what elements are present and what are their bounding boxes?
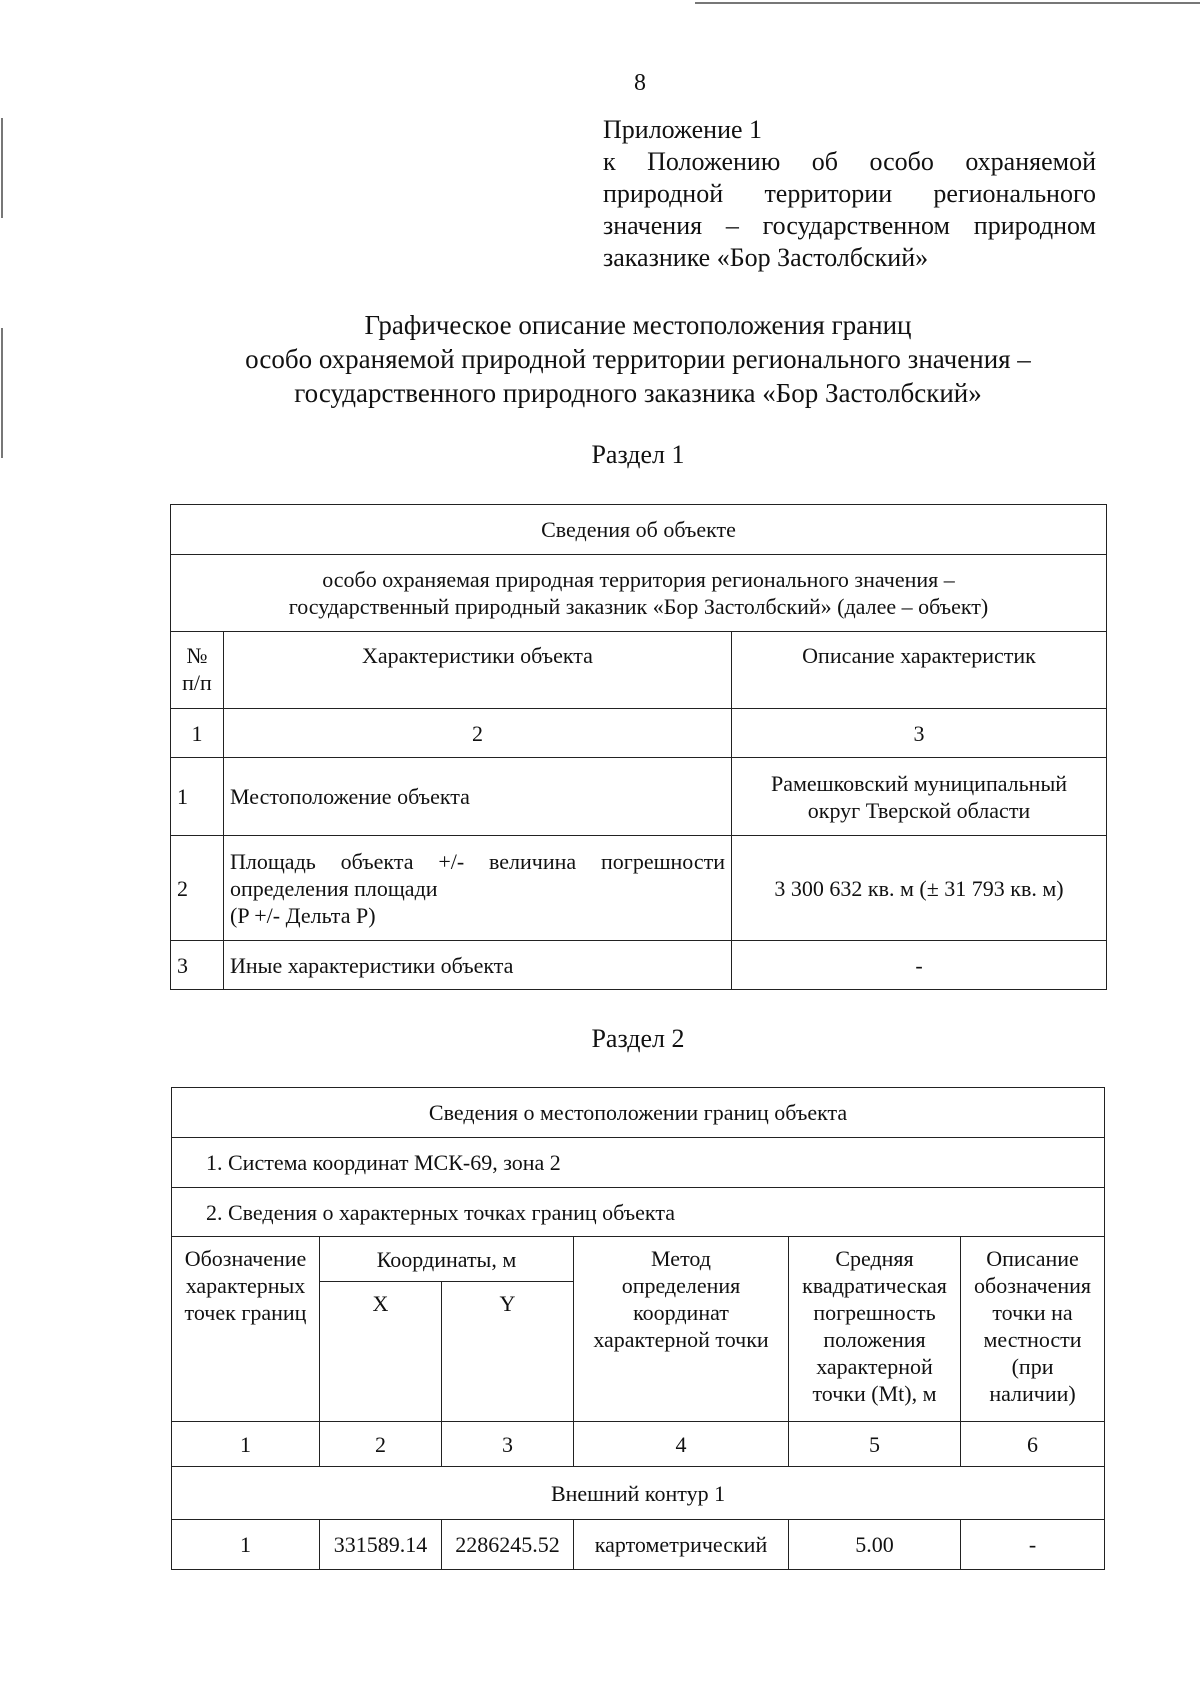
- description-line: Рамешковский муниципальный: [770, 770, 1068, 796]
- boundary-points-table: [171, 1087, 1105, 1570]
- column-header-line: Метод: [651, 1246, 711, 1271]
- column-header-line: обозначения: [974, 1273, 1092, 1298]
- column-header-line: погрешность: [813, 1300, 936, 1325]
- point-designation: 1: [172, 1520, 320, 1570]
- characteristic-cell: [224, 836, 732, 941]
- column-header-line: Обозначение: [184, 1246, 307, 1271]
- column-number: 1: [172, 1422, 320, 1467]
- description-cell: -: [732, 941, 1107, 990]
- document-title: [150, 308, 1126, 410]
- table-row: [171, 941, 1107, 990]
- column-header-line: точки (Mt), м: [812, 1381, 937, 1406]
- column-header-description: Описание характеристик: [732, 632, 1107, 709]
- appendix-line: значения – государственном природном: [603, 211, 1096, 240]
- column-header-line: точки на: [992, 1300, 1073, 1325]
- column-header-line: №: [186, 643, 208, 668]
- object-name-line: особо охраняемая природная территория регионального значения –: [322, 567, 955, 592]
- table-header: Сведения о местоположении границ объекта: [172, 1088, 1105, 1138]
- column-header-y: Y: [442, 1282, 574, 1422]
- section-1-title: Раздел 1: [591, 440, 685, 469]
- column-number: 1: [171, 709, 224, 758]
- characteristic-cell: Местоположение объекта: [224, 758, 732, 836]
- column-header-line: квадратическая: [802, 1273, 947, 1298]
- column-header-line: характерных: [185, 1273, 306, 1298]
- column-header-line: положения: [823, 1327, 926, 1352]
- column-header-line: п/п: [182, 670, 212, 695]
- characteristic-line: определения площади: [230, 875, 438, 901]
- scan-edge-left-1: [1, 118, 3, 218]
- object-info-table: [170, 504, 1107, 990]
- column-number: 4: [574, 1422, 789, 1467]
- section-2-title: Раздел 2: [591, 1024, 685, 1053]
- column-header-line: Средняя: [835, 1246, 914, 1271]
- point-method: картометрический: [574, 1520, 789, 1570]
- column-number: 6: [961, 1422, 1105, 1467]
- column-header-line: координат: [633, 1300, 729, 1325]
- characteristic-line: Площадь объекта +/- величина погрешности: [230, 848, 725, 874]
- description-line: округ Тверской области: [807, 797, 1031, 823]
- column-number: 3: [732, 709, 1107, 758]
- column-number: 2: [224, 709, 732, 758]
- appendix-reference: [603, 114, 1096, 274]
- object-name-cell: [171, 555, 1107, 632]
- points-info: 2. Сведения о характерных точках границ объекта: [172, 1188, 1105, 1237]
- column-header-coordinates: Координаты, м: [320, 1237, 574, 1282]
- point-error: 5.00: [789, 1520, 961, 1570]
- table-header: Сведения об объекте: [171, 505, 1107, 555]
- description-cell: [732, 758, 1107, 836]
- title-line: государственного природного заказника «Бор Застолбский»: [294, 378, 982, 408]
- characteristic-line: (P +/- Дельта P): [230, 902, 376, 928]
- object-name-line: государственный природный заказник «Бор Застолбский» (далее – объект): [288, 594, 989, 619]
- point-x: 331589.14: [320, 1520, 442, 1570]
- description-cell: 3 300 632 кв. м (± 31 793 кв. м): [732, 836, 1107, 941]
- appendix-line: природной территории регионального: [603, 179, 1096, 208]
- column-header-x: X: [320, 1282, 442, 1422]
- table-row: [171, 758, 1107, 836]
- contour-title: Внешний контур 1: [172, 1467, 1105, 1520]
- row-number: 1: [171, 758, 224, 836]
- appendix-title: Приложение 1: [603, 115, 763, 144]
- point-description: -: [961, 1520, 1105, 1570]
- column-header-line: точек границ: [184, 1300, 307, 1325]
- row-number: 3: [171, 941, 224, 990]
- column-header-line: характерной: [816, 1354, 933, 1379]
- characteristic-cell: Иные характеристики объекта: [224, 941, 732, 990]
- column-number: 5: [789, 1422, 961, 1467]
- column-header-line: определения: [621, 1273, 741, 1298]
- table-row: [171, 836, 1107, 941]
- coordinate-system: 1. Система координат МСК-69, зона 2: [172, 1138, 1105, 1188]
- column-header-line: (при: [1011, 1354, 1054, 1379]
- column-header-line: характерной точки: [593, 1327, 769, 1352]
- appendix-line: заказнике «Бор Застолбский»: [603, 243, 929, 272]
- column-header-point-description: [961, 1237, 1105, 1422]
- table-row: [172, 1520, 1105, 1570]
- column-header-number: [171, 632, 224, 709]
- appendix-line: к Положению об особо охраняемой: [603, 147, 1096, 176]
- scan-edge-top: [695, 2, 1200, 4]
- title-line: Графическое описание местоположения границ: [364, 310, 912, 340]
- column-header-line: наличии): [989, 1381, 1076, 1406]
- column-number: 3: [442, 1422, 574, 1467]
- row-number: 2: [171, 836, 224, 941]
- column-header-characteristics: Характеристики объекта: [224, 632, 732, 709]
- column-header-line: местности: [983, 1327, 1082, 1352]
- title-line: особо охраняемой природной территории регионального значения –: [245, 344, 1031, 374]
- point-y: 2286245.52: [442, 1520, 574, 1570]
- column-header-error: [789, 1237, 961, 1422]
- column-number: 2: [320, 1422, 442, 1467]
- column-header-method: [574, 1237, 789, 1422]
- scan-edge-left-2: [1, 328, 3, 458]
- column-header-line: Описание: [986, 1246, 1079, 1271]
- page-number: 8: [634, 70, 646, 96]
- column-header-designation: [172, 1237, 320, 1422]
